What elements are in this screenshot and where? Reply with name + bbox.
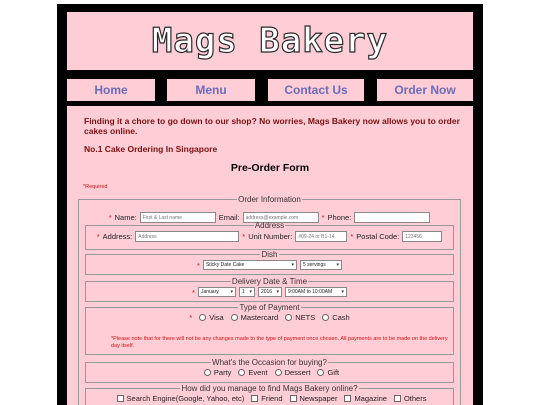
occasion-party-radio[interactable]	[204, 369, 211, 376]
required-asterisk: *	[96, 232, 100, 241]
order-information-legend: Order Information	[238, 195, 301, 204]
site-logo-title: Mags Bakery	[151, 21, 389, 61]
order-information-fieldset	[78, 195, 461, 405]
year-select[interactable]	[258, 287, 282, 297]
address-fieldset	[85, 221, 454, 250]
occasion-dessert-radio[interactable]	[275, 369, 282, 376]
payment-cash-radio[interactable]	[322, 314, 329, 321]
payment-visa-label: Visa	[209, 313, 224, 322]
source-legend: How did you manage to find Mags Bakery online?	[181, 384, 358, 393]
postal-code-label: Postal Code:	[356, 232, 400, 241]
main-content	[67, 106, 473, 405]
required-asterisk: *	[321, 213, 325, 222]
dish-select-value: Sticky Date Cake	[205, 262, 245, 268]
unit-number-label: Unit Number:	[248, 232, 293, 241]
address-input[interactable]	[135, 231, 239, 242]
source-newspaper-label: Newspaper	[299, 394, 338, 403]
payment-legend: Type of Payment	[239, 303, 300, 312]
source-fieldset	[85, 384, 454, 405]
occasion-gift-label: Gift	[327, 368, 340, 377]
source-search-engine-label: Search Engine(Google, Yahoo, etc)	[126, 394, 245, 403]
payment-nets-label: NETS	[295, 313, 316, 322]
chevron-down-icon: ▾	[230, 289, 233, 295]
payment-note: *Please note that for there will not be any changes made to the type of payment once chosen. All payments are to be made on the delivery day itself.	[111, 336, 448, 349]
address-label: Address:	[102, 232, 133, 241]
month-select-value: January	[200, 289, 219, 295]
time-select[interactable]	[285, 287, 347, 297]
required-asterisk: *	[192, 287, 195, 297]
dish-select[interactable]	[203, 260, 297, 270]
occasion-gift-radio[interactable]	[317, 369, 324, 376]
postal-code-input[interactable]	[402, 231, 442, 242]
payment-fieldset	[85, 303, 454, 355]
dish-legend: Dish	[261, 250, 278, 259]
payment-mastercard-radio[interactable]	[231, 314, 238, 321]
occasion-legend: What's the Occasion for buying?	[212, 358, 327, 367]
address-legend: Address	[254, 221, 285, 230]
page-frame	[57, 4, 483, 405]
header-banner	[67, 12, 473, 70]
source-others-checkbox[interactable]	[394, 395, 401, 402]
delivery-legend: Delivery Date & Time	[231, 277, 308, 286]
nav-order-now[interactable]: Order Now	[377, 79, 473, 101]
day-select[interactable]	[239, 287, 255, 297]
chevron-down-icon: ▾	[276, 289, 279, 295]
required-note: *Required	[83, 184, 108, 190]
occasion-event-radio[interactable]	[238, 369, 245, 376]
payment-cash-label: Cash	[332, 313, 350, 322]
delivery-fieldset	[85, 277, 454, 302]
occasion-dessert-label: Dessert	[284, 368, 311, 377]
email-label: Email:	[218, 213, 240, 222]
source-newspaper-checkbox[interactable]	[290, 395, 297, 402]
servings-select[interactable]	[300, 260, 342, 270]
payment-nets-radio[interactable]	[285, 314, 292, 321]
chevron-down-icon: ▾	[291, 262, 294, 268]
nav-contact-us[interactable]: Contact Us	[268, 79, 364, 101]
occasion-party-label: Party	[213, 368, 232, 377]
chevron-down-icon: ▾	[336, 262, 339, 268]
occasion-event-label: Event	[248, 368, 268, 377]
source-magazine-label: Magazine	[354, 394, 387, 403]
chevron-down-icon: ▾	[341, 289, 344, 295]
year-select-value: 2016	[260, 289, 273, 295]
month-select[interactable]	[198, 287, 236, 297]
occasion-fieldset	[85, 358, 454, 383]
payment-visa-radio[interactable]	[199, 314, 206, 321]
payment-mastercard-label: Mastercard	[240, 313, 279, 322]
required-asterisk: *	[197, 260, 200, 270]
required-asterisk: *	[350, 232, 354, 241]
source-others-label: Others	[403, 394, 427, 403]
nav-menu[interactable]: Menu	[167, 79, 255, 101]
servings-select-value: 5 servings	[302, 262, 326, 268]
chevron-down-icon: ▾	[249, 289, 252, 295]
nav-home[interactable]: Home	[67, 79, 155, 101]
required-asterisk: *	[242, 232, 246, 241]
source-friend-label: Friend	[261, 394, 283, 403]
source-magazine-checkbox[interactable]	[344, 395, 351, 402]
intro-subheading: No.1 Cake Ordering In Singapore	[84, 144, 218, 154]
required-asterisk: *	[108, 213, 112, 222]
source-friend-checkbox[interactable]	[251, 395, 258, 402]
required-asterisk: *	[189, 313, 193, 322]
intro-text: Finding it a chore to go down to our shop? No worries, Mags Bakery now allows you to order cakes online.	[84, 116, 460, 136]
day-select-value: 1	[241, 289, 245, 295]
time-select-value: 9:00AM to 10:00AM	[287, 289, 333, 295]
name-label: Name:	[114, 213, 137, 222]
phone-label: Phone:	[327, 213, 352, 222]
source-search-engine-checkbox[interactable]	[117, 395, 124, 402]
unit-number-input[interactable]	[295, 231, 347, 242]
form-title: Pre-Order Form	[230, 162, 310, 174]
dish-fieldset	[85, 250, 454, 275]
